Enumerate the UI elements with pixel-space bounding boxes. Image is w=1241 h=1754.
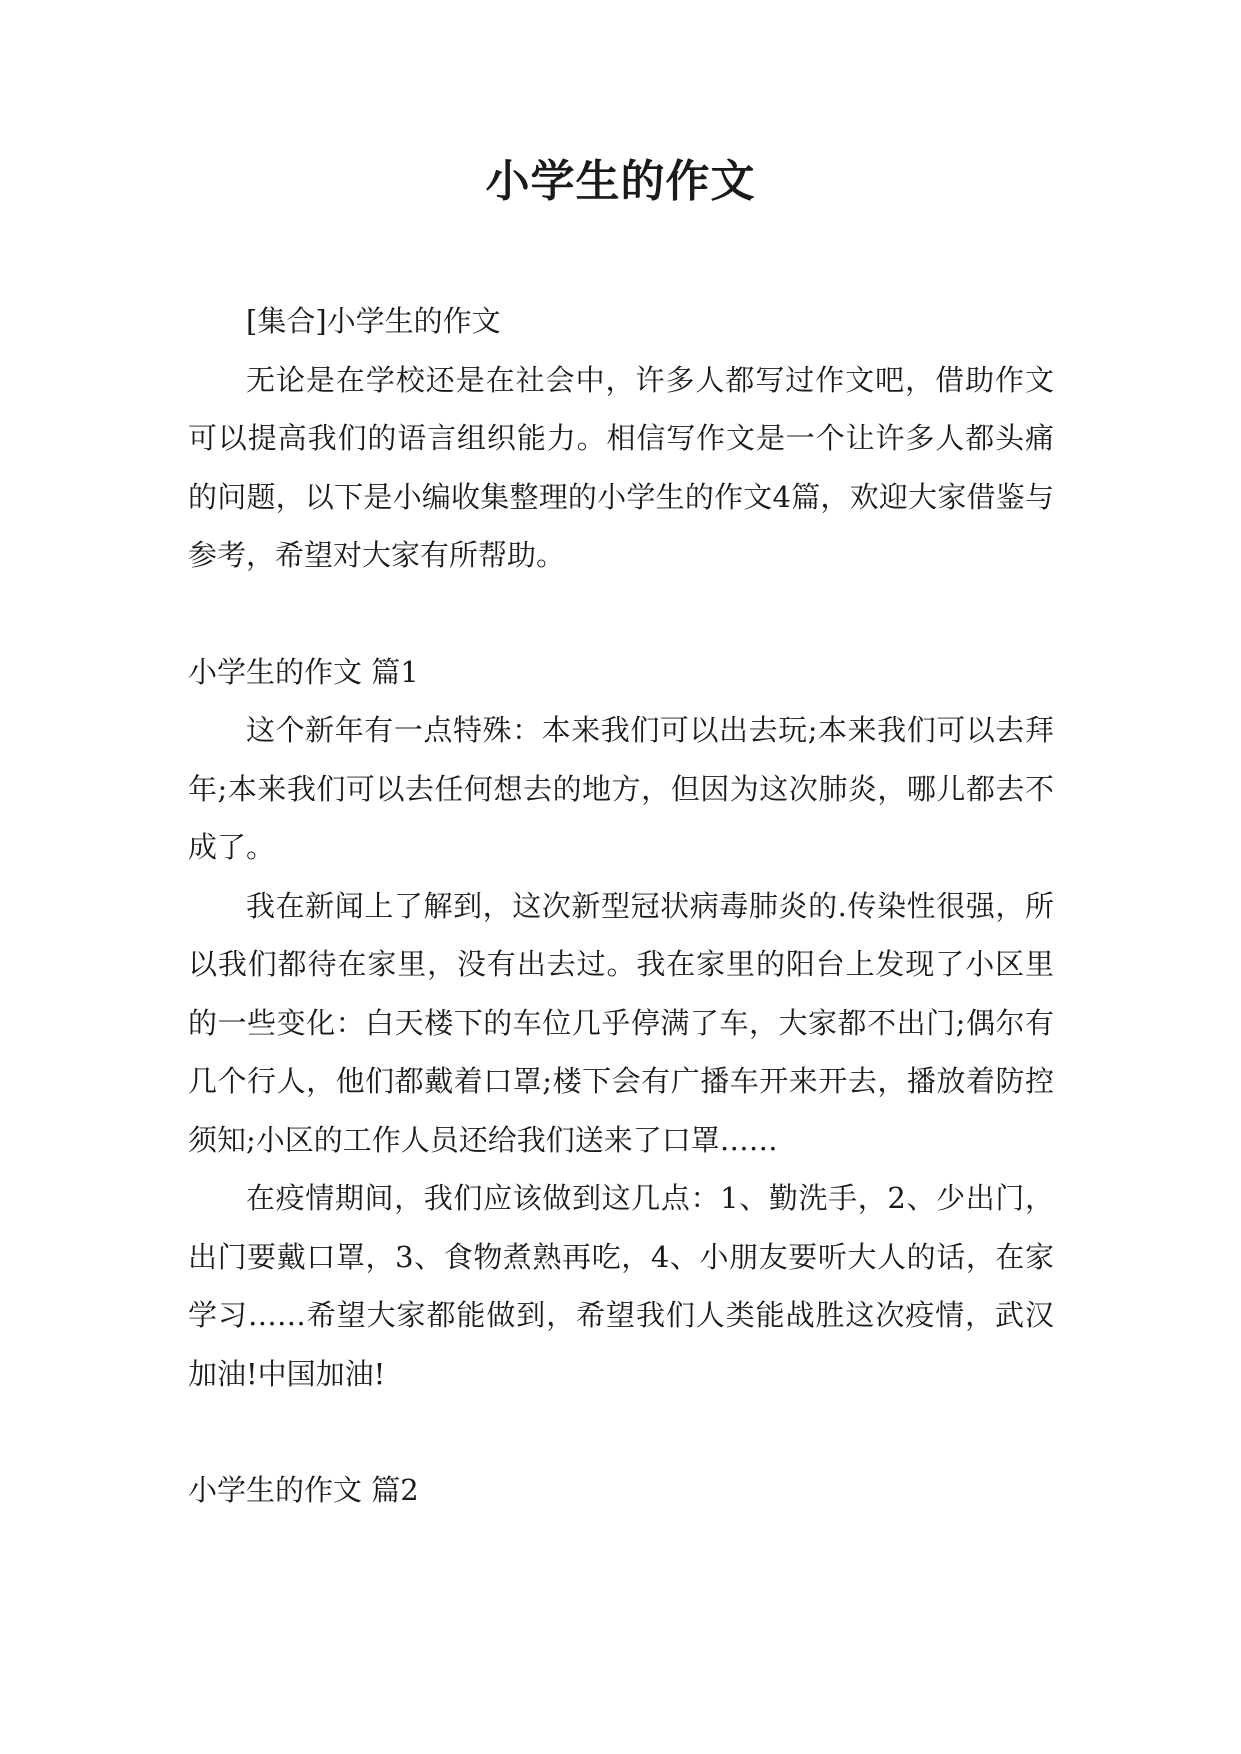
section-paragraph: 在疫情期间，我们应该做到这几点：1、勤洗手，2、少出门，出门要戴口罩，3、食物煮熟再吃，4、小朋友要听大人的话，在家学习……希望大家都能做到，希望我们人类能战胜这次疫情，武汉加油!中国加油!	[188, 1181, 1054, 1391]
document-body	[188, 292, 1054, 1520]
section-spacer	[188, 1403, 1054, 1461]
section-heading: 小学生的作文 篇1	[188, 654, 419, 689]
section-paragraph: 我在新闻上了解到，这次新型冠状病毒肺炎的.传染性很强，所以我们都待在家里，没有出去过。我在家里的阳台上发现了小区里的一些变化：白天楼下的车位几乎停满了车，大家都不出门;偶尔有几个行人，他们都戴着口罩;楼下会有广播车开来开去，播放着防控须知;小区的工作人员还给我们送来了口罩……	[188, 888, 1054, 1157]
section-spacer	[188, 585, 1054, 643]
section-heading: 小学生的作文 篇2	[188, 1473, 419, 1507]
document-title: 小学生的作文	[485, 156, 756, 207]
intro-paragraph: 无论是在学校还是在社会中，许多人都写过作文吧，借助作文可以提高我们的语言组织能力。相信写作文是一个让许多人都头痛的问题，以下是小编收集整理的小学生的作文4篇，欢迎大家借鉴与参考，希望对大家有所帮助。	[188, 362, 1054, 572]
intro-heading: [集合]小学生的作文	[246, 304, 501, 338]
section-paragraph: 这个新年有一点特殊：本来我们可以出去玩;本来我们可以去拜年;本来我们可以去任何想去的地方，但因为这次肺炎，哪儿都去不成了。	[188, 713, 1054, 864]
